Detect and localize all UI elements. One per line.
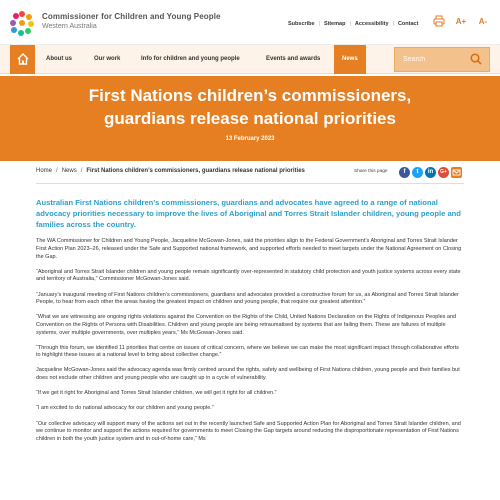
- page-title-line-2: guardians release national priorities: [104, 109, 396, 128]
- page-title: [0, 84, 500, 130]
- contact-link[interactable]: Contact: [397, 21, 419, 27]
- article-paragraph: “January’s inaugural meeting of First Nations children’s commissioners, guardians and advocates provided a constructive forum for us, as Aboriginal and Torres Strait Islander People, to hear from each other the areas having the greatest impact on children and young people, that require our greatest attention.”: [36, 291, 459, 306]
- twitter-icon[interactable]: t: [412, 167, 423, 178]
- breadcrumb: Home / News / First Nations children’s commissioners, guardians release national priorities: [36, 168, 305, 174]
- article-paragraph: “If we get it right for Aboriginal and Torres Strait Islander children, we will get it right for all children.”: [36, 390, 277, 397]
- breadcrumb-news[interactable]: News: [61, 168, 77, 174]
- article-lead: Australian First Nations children’s commissioners, guardians and advocates have agreed to a range of national advocacy priorities necessary to improve the lives of Aboriginal and Torres Strait Islander children, young people and families across the country.: [36, 198, 461, 229]
- org-name-title: Commissioner for Children and Young People: [42, 12, 221, 21]
- subscribe-link[interactable]: Subscribe: [288, 21, 315, 27]
- facebook-icon[interactable]: f: [399, 167, 410, 178]
- publish-date: 13 February 2023: [225, 136, 275, 142]
- search-icon: [469, 52, 483, 66]
- print-icon[interactable]: [432, 15, 446, 29]
- article-paragraph: “I am excited to do national advocacy for our children and young people.”: [36, 405, 214, 412]
- article-paragraph: The WA Commissioner for Children and Young People, Jacqueline McGowan-Jones, said the priorities align to the Federal Government’s Aboriginal and Torres Strait Islander First Action Plan 2023–26, released under the Safe and Supported national framework, and supported efforts needed to meet targets under the National Agreement on Closing the Gap.: [36, 238, 462, 260]
- linkedin-icon[interactable]: in: [425, 167, 436, 178]
- accessibility-link[interactable]: Accessibility: [354, 21, 389, 27]
- page-title-line-1: First Nations children’s commissioners,: [88, 86, 412, 105]
- site-header: [0, 0, 500, 42]
- nav-events-awards[interactable]: Events and awards: [266, 56, 321, 62]
- article-paragraph: Jacqueline McGowan-Jones said the advocacy agenda was firmly centred around the rights, safety and wellbeing of First Nations children, young people and their families but does not exclude other children and young people who are caught up in a cycle of vulnerability.: [36, 367, 460, 382]
- nav-about-us[interactable]: About us: [46, 56, 72, 62]
- google-plus-icon[interactable]: G+: [438, 167, 449, 178]
- email-icon[interactable]: [451, 167, 462, 178]
- logo-icon[interactable]: [10, 11, 34, 35]
- main-nav: [0, 44, 500, 74]
- divider: [36, 183, 464, 184]
- hero-banner: [0, 76, 500, 161]
- font-increase-icon[interactable]: A+: [455, 17, 467, 26]
- article-paragraph: “Our collective advocacy will support many of the actions set out in the recently launched Safe and Supported Action Plan for Aboriginal and Torres Strait Islander children, and we continue to monitor and support the actions required for governments to meet Closing the Gap targets around reducing the disproportionate representation of First Nations children in both the youth justice system and in out-of-home care,” Ms: [36, 420, 461, 442]
- org-name-subtitle: Western Australia: [42, 23, 97, 30]
- utility-links: Subscribe | Sitemap | Accessibility | Contact: [288, 21, 419, 27]
- org-name[interactable]: [42, 12, 221, 30]
- article-body: [36, 198, 464, 451]
- font-decrease-icon[interactable]: A-: [478, 17, 488, 26]
- nav-info-children[interactable]: Info for children and young people: [141, 56, 240, 62]
- article-paragraph: “What we are witnessing are ongoing rights violations against the Convention on the Rights of the Child, United Nations Declaration on the Rights of Indigenous Peoples and Convention on the Rights of Persons with Disabilities. Children and young people are being retraumatised by systems that are failing them. These are failures of multiple systems, over multiple governments, over multiples years,” Ms McGowan-Jones said.: [36, 314, 457, 336]
- search-input[interactable]: [395, 48, 465, 71]
- breadcrumb-current: First Nations children’s commissioners, guardians release national priorities: [86, 168, 305, 174]
- home-button[interactable]: [10, 45, 35, 74]
- sitemap-link[interactable]: Sitemap: [324, 21, 346, 27]
- nav-our-work[interactable]: Our work: [94, 56, 121, 62]
- search-button[interactable]: [469, 52, 485, 68]
- article-paragraph: “Aboriginal and Torres Strait Islander children and young people remain significantly over-represented in statutory child protection and youth justice systems across every state and territory of Australia,” Commissioner McGowan-Jones said.: [36, 268, 461, 283]
- search-box: [394, 47, 490, 72]
- breadcrumb-home[interactable]: Home: [36, 168, 53, 174]
- share-label: Share this page: [354, 169, 388, 174]
- article-paragraph: “Through this forum, we identified 11 priorities that centre on issues of critical concern, where we believe we can make the most significant impact through collaborative efforts to highlight these issues at a national level to bring about collective change.”: [36, 344, 459, 359]
- home-icon: [16, 52, 30, 66]
- nav-news[interactable]: News: [334, 45, 366, 74]
